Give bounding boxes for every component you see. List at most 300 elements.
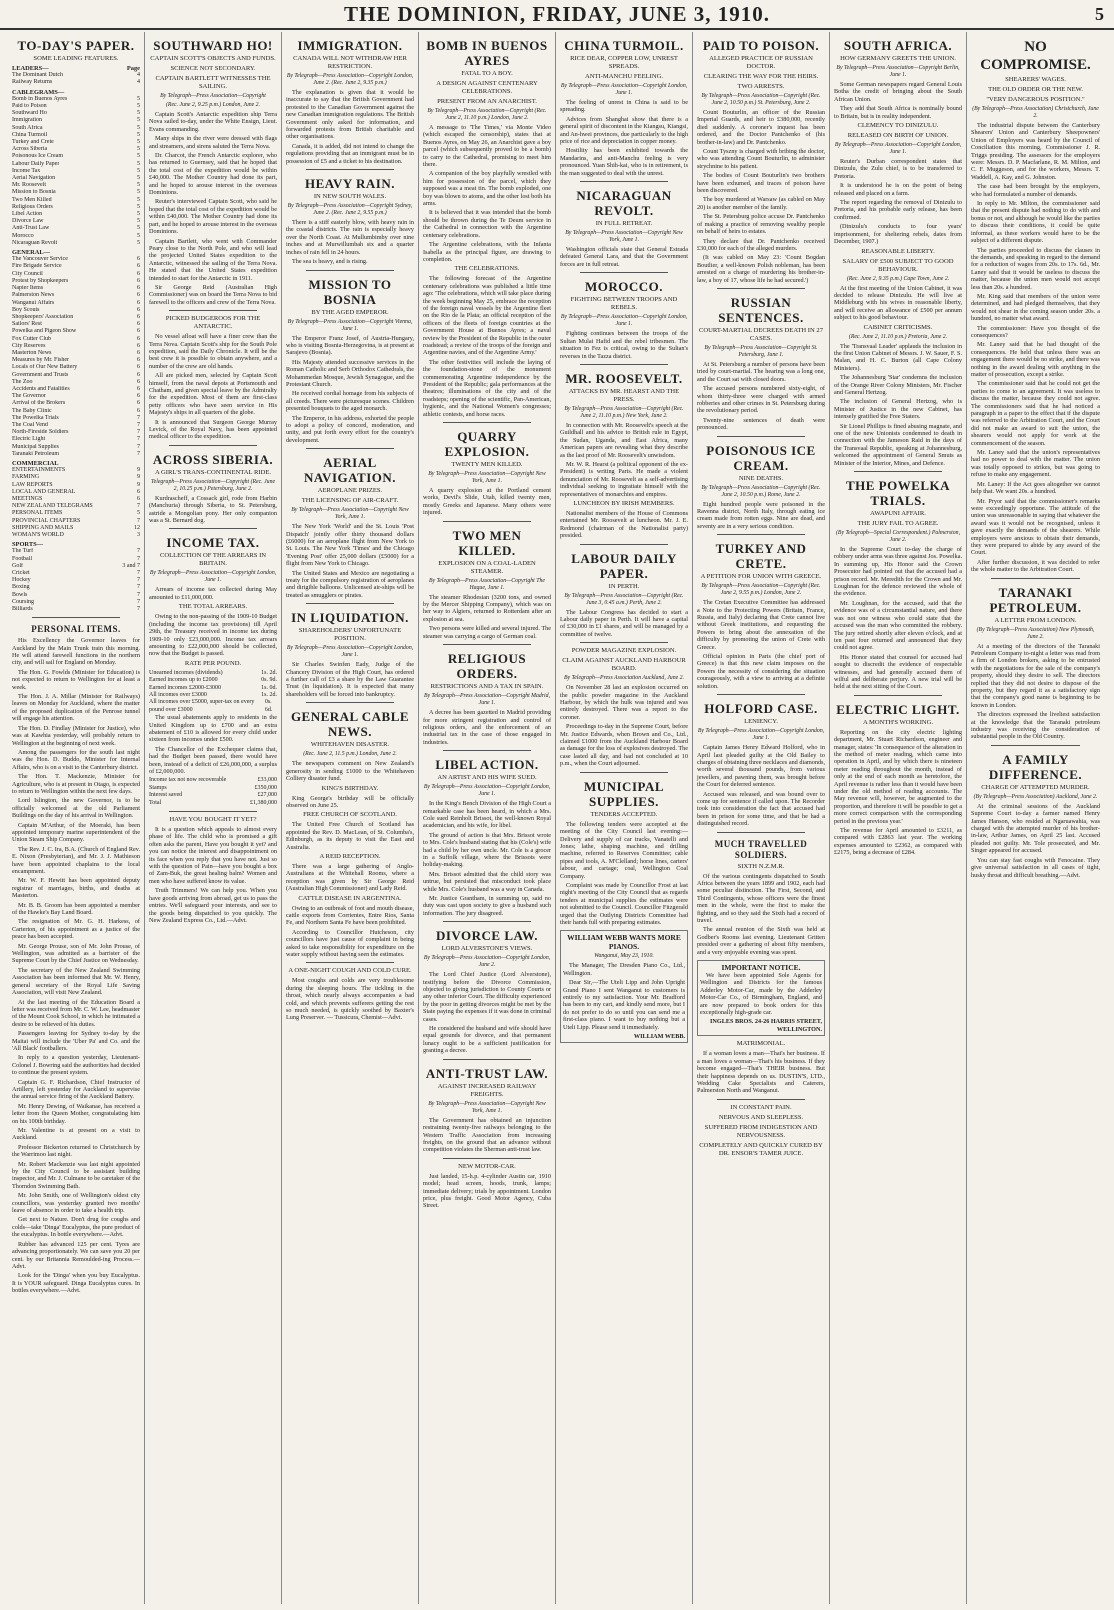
personal-item: Professor Bickerton returned to Christchurch by the Warrimoo last night. — [12, 1143, 140, 1159]
divider — [169, 528, 257, 529]
contents-item-page: 5 — [137, 510, 140, 517]
paragraph: There is a stiff easterly blow, with heavy rain in the coastal districts. The rain is especially heavy over the North Coast. At Mullumbimby over nine inches and at Murwillumbah six and a quarter inches of rain fell in 24 hours. — [286, 219, 414, 256]
paragraph: The ground of action is that Mrs. Brissot wrote to Mrs. Cole's husband stating that his (Cole's) wife had a child by her own uncle. Mr. Cole is a grocer in a Suffolk village, where the Brissots were holiday-making. — [423, 831, 551, 869]
article-heading: PAID TO POISON. — [702, 38, 820, 53]
article-subhead: CATTLE DISEASE IN ARGENTINA. — [298, 894, 402, 902]
column-1 — [8, 32, 145, 1604]
article-heading: MISSION TO BOSNIA — [308, 276, 392, 307]
contents-item — [12, 408, 140, 415]
contents-item-page: 6 — [137, 277, 140, 284]
paragraph: Truth Trimmers! We can help you. When you have goods arriving from abroad, get us to pass the entries. We'll safeguard your interests, and see to the goods being dispatched to you quickly. The New Zealand Express Co., Ltd.—Advt. — [149, 887, 277, 924]
paragraph: The Lord Chief Justice (Lord Alverstone), testifying before the Divorce Commission, objected to giving jurisdiction to County Courts or any other inferior Court. The difficulty experienced by the poor in getting divorces might be met by the State paying the expenses if it was done in criminal cases. — [423, 971, 551, 1023]
contents-item-label: Wanganui Affairs — [12, 299, 55, 306]
personal-item: The secretary of the New Zealand Swimming Association has been informed that Mr. W. Henry, general secretary of the Royal Life Saving Association, will visit New Zealand. — [12, 966, 140, 997]
advert-heading: WILLIAM WEBB WANTS MORE PIANOS. — [567, 933, 681, 952]
divider — [306, 603, 394, 604]
divider — [169, 445, 257, 446]
contents-item-label: LOCAL AND GENERAL — [12, 488, 76, 495]
article-subhead: A ONE-NIGHT COUGH AND COLD CURE. — [288, 967, 412, 975]
contents-item-page: 9 — [137, 474, 140, 481]
row-label: All incomes over £3000 — [149, 691, 207, 698]
section-label: CABLEGRAMS— — [12, 88, 65, 96]
dateline: By Telegraph—Press Association—Copyright London, June 1. — [149, 570, 277, 584]
paragraph: Owing to an outbreak of foot and mouth disease, cattle exports from Corrientes, Entre Rios, Santa Fe, and Northern Santa Fe have been prohibited. — [286, 904, 414, 927]
personal-item: Captain M'Arthur, of the Moeraki, has been appointed temporary marine superintendent of the Union Steam Ship Company. — [12, 821, 140, 844]
contents-item — [12, 525, 140, 532]
contents-item — [12, 292, 140, 299]
paragraph: He received cordial homage from his subjects of all creeds. There were picturesque scenes. Children presented bouquets to the aged monarch. — [286, 390, 414, 413]
paragraph: At a meeting of the directors of the Taranaki Petroleum Company to-night a letter was read from a firm of London brokers, asking to be entrusted with the negotiations for the sale of the company's property, should they desire to sell. The directors replied that they did not desire to dispose of the property, but they regard it as a satisfactory sign that the company's good name is beginning to be known in London. — [971, 642, 1100, 709]
divider — [169, 811, 257, 812]
contents-item — [12, 278, 140, 285]
contents-item-page: 7 — [137, 429, 140, 436]
article-subhead: EXPLOSION ON A COAL-LADEN STEAMER. — [438, 559, 536, 575]
paragraph: Arrears of income tax collected during May amounted to £11,000,000. — [149, 586, 277, 601]
article-subhead: IN FULL RETREAT. — [595, 220, 653, 228]
article-heading: TURKEY AND CRETE. — [715, 541, 807, 572]
contents-item-label: Immigration — [12, 117, 42, 124]
personal-item: Mr. Henry Dewing, of Waikanae, has received a letter from the Queen Mother, congratulating him on his 100th birthday. — [12, 1102, 140, 1125]
contents-item — [12, 350, 140, 357]
advert-place: Wanganui, May 23, 1910. — [594, 953, 654, 960]
personal-item: The Hon. T. Mackenzie, Minister for Agriculture, who is at present in Otago, is expected to return to Wellington within the next few days. — [12, 773, 140, 795]
contents-item — [12, 577, 140, 584]
article-heading: INCOME TAX. — [166, 535, 260, 551]
contents-item — [12, 336, 140, 343]
dateline: By Telegraph—Press Association Auckland, June 2. — [564, 675, 684, 682]
paragraph: Reporting on the city electric lighting department, Mr. Stuart Richardson, engineer and manager, states: 'In consequence of the alteration in the method of meter reading, which came into operation in April, and by which there is nineteen meter reading throughout the month, instead of only at the end of each month as heretofore, the April revenue is rather less than it would have been under the old method of reading accounts. The May revenue will, however, be augmented to the proportion, and therefore it will be possible to get a more correct comparison with the corresponding period in the previous year.' — [834, 728, 962, 825]
contents-item-page: 6 — [137, 270, 140, 277]
contents-item-label: Fire Brigade Service — [12, 263, 62, 270]
paragraph: The annual reunion of the Sixth was held at Godber's Rooms last evening. Lieutenant Gritten presided over a gathering of about fifty members, and a very enjoyable evening was spent. — [697, 926, 825, 956]
row-label: Stamps — [149, 784, 167, 791]
contents-item — [12, 436, 140, 443]
article-subhead: SIXTH N.Z.M.R. — [737, 862, 785, 870]
sum-row — [149, 800, 277, 807]
contents-item-label: MEETINGS — [12, 495, 43, 502]
contents-item-page: 7 — [137, 548, 140, 555]
contents-item — [12, 429, 140, 436]
contents-item-label: Labour Daily Paper — [12, 160, 60, 167]
paragraph: Dr. Charcot, the French Antarctic explorer, who has returned to Guernsey, said that he hoped that the total cost of the expedition would be within £40,000. The Mother Country had done its part, and he hoped to arouse interest in the overseas Dominions. — [149, 152, 277, 197]
divider — [443, 644, 531, 645]
dateline: By Telegraph—Press Association—Copyright New York, June 1. — [565, 230, 683, 244]
contents-item — [12, 79, 140, 86]
contents-item — [12, 132, 140, 139]
article-heading: HOLFORD CASE. — [704, 701, 818, 717]
contents-item-page: 3 and 7 — [122, 562, 140, 569]
paragraph: Washington officials state that General Estrada defeated General Lara, and that the Government forces are in full retreat. — [560, 246, 688, 268]
paragraph: Kurdrascheff, a Cossack girl, rode from Harbin (Manchuria) through Siberia, to St. Petersburg, astride a Mongolian pony. Her only companion was a St. Bernard dog. — [149, 494, 277, 525]
article-subhead: TENDERS ACCEPTED. — [590, 810, 658, 818]
contents-item-page: 5 — [137, 160, 140, 167]
paragraph: Complaint was made by Councillor Frost at last night's meeting of the City Council that as regards tenders at municipal supplies the estimates were not submitted to the Council. Councillor Fitzgerald urged that the Outlying Districts Committee had their hands full with preparing estimates. — [560, 881, 688, 926]
paragraph: A quarry explosion at the Portland cement works, Devil's Slide, Utah, killed twenty men, mostly Greeks and Japanese. Many others were injured. — [423, 487, 551, 517]
contents-item-label: The Governor — [12, 393, 46, 400]
contents-item — [12, 117, 140, 124]
contents-item-page: 6 — [137, 393, 140, 400]
paragraph: Mr. Laney said that the union's representatives had no power to deal with the matter. The union was totally opposed to strikes, but was going to refuse to make any engagement. — [971, 449, 1100, 479]
article-subhead: SHEARERS' WAGES. — [1005, 76, 1066, 83]
dateline: By Telegraph—Press Association—Copyright London, June 1. — [697, 728, 825, 742]
dateline: By Telegraph—Press Association—Copyright (Rec. June 2, 11.10 p.m.) London, June 2. — [427, 108, 547, 121]
contents-item-label: Nicaraguan Revolt — [12, 239, 58, 246]
dateline: By Telegraph—Press Association—Copyright (Rec. June 2, 10.50 p.m.) Rome, June 2. — [701, 484, 821, 498]
article-subhead: "VERY DANGEROUS POSITION." — [986, 96, 1085, 103]
article-heading: SOUTH AFRICA. — [843, 38, 953, 53]
contents-item-page: 6 — [137, 349, 140, 356]
personal-item: Mr. Robert Mackenzie was last night appointed by the City Council to be assistant building inspector, and Mr. J. Culmane to be caretaker of the Thorndon Swimming Bath. — [12, 1160, 140, 1190]
contents-item-page: 5 — [137, 196, 140, 203]
paragraph: In the Supreme Court to-day the charge of robbery under arms was three against Jos. Powelka. In summing up, His Honor said the Crown Prosecutor had pointed out that the accused had a prison record. Mr. Meredith for the Crown and Mr. Loughnan for the defence reviewed the whole of the evidence. — [834, 546, 963, 598]
divider — [854, 695, 942, 696]
personal-item: Look for the 'Dinga' when you buy Eucalyptus. It is YOUR safeguard. Dinga Eucalyptus cures. In bottles everywhere.—Advt. — [12, 1272, 140, 1295]
personal-item: The Hon. J. A. Millar (Minister for Railways) leaves on Monday for Auckland, where the matter of the proposed duplication of the Penrose tunnel will engage his attention. — [12, 693, 140, 723]
dateline: By Telegraph—Press Association—Copyright New York, June 1. — [428, 1100, 546, 1114]
contents-item-page: 7 — [137, 414, 140, 421]
article-subhead: KING'S BIRTHDAY. — [321, 784, 379, 792]
paragraph: The case had been brought by the employers, who had formulated a number of demands. — [971, 183, 1100, 198]
contents-item — [12, 271, 140, 278]
contents-item-page: 5 — [137, 189, 140, 196]
contents-item-label: Government and Trusts — [12, 371, 69, 378]
divider — [306, 962, 394, 963]
contents-item-page: 5 — [137, 95, 140, 102]
contents-item-label: Cricket — [12, 570, 30, 577]
dateline: Telegraph—Press Association—Copyright (Rec. June 2, 10.25 p.m.) Petersburg, June 2. — [150, 478, 276, 492]
paragraph: Sir Charles Swinfen Eady, Judge of the Chancery Division of the High Court, has ordered a further call of £3 a share by the Law Guarantee Trust (in liquidation). It is expected that many shareholders will be forced into bankruptcy. — [286, 661, 414, 698]
contents-item-label: Aerial Navigation — [12, 175, 56, 182]
row-label: Earned incomes £2000-£3000 — [149, 684, 221, 691]
column-5 — [556, 32, 693, 1604]
divider — [443, 1158, 531, 1159]
dateline: By Telegraph—Press Association—Copyright London, June 1. — [560, 314, 688, 328]
contents-item-page: 5 — [137, 239, 140, 246]
article-heading: GENERAL CABLE NEWS. — [290, 709, 410, 740]
masthead — [0, 0, 1114, 30]
personal-item: Mr. Valentine is at present on a visit to Auckland. — [12, 1127, 140, 1142]
contents-item-page: 6 — [137, 285, 140, 292]
contents-item-page: 6 — [137, 407, 140, 414]
contents-item-page: 7 — [137, 517, 140, 524]
contents-item-page: 5 — [137, 153, 140, 160]
sum-row — [149, 785, 277, 792]
contents-item-page: 4 — [137, 79, 140, 86]
contents-item-page: 6 — [137, 364, 140, 371]
paragraph: Fighting continues between the troops of the Sultan Mulai Hafid and the rebel tribesmen. The situation in Fez is critical, owing to the Sultan's reverses in the Tazza district. — [560, 330, 688, 360]
dateline: (By Telegraph—Special Correspondent.) Palmerston, June 2. — [835, 530, 961, 544]
article-subhead: CLAIM AGAINST AUCKLAND HARBOUR BOARD. — [562, 657, 686, 673]
contents-item-label: Sailors' Rest — [12, 321, 42, 328]
article-subhead: SCIENCE NOT SECONDARY. — [170, 65, 256, 72]
contents-item — [12, 182, 140, 189]
contents-item — [12, 503, 140, 510]
paragraph: The Emperor Franz Josef, of Austria-Hungary, who is visiting Bosnia-Herzegovina, is at present at Sarajevo (Bosnia). — [286, 334, 414, 357]
column-3 — [282, 32, 419, 1604]
article-subhead: SHAREHOLDERS' UNFORTUNATE POSITION. — [298, 627, 402, 643]
notice-heading: IMPORTANT NOTICE. — [721, 963, 801, 973]
personal-item: The Hon. D. Findlay (Minister for Justice), who was at Kawhia yesterday, will probably return to Wellington at the beginning of next week. — [12, 724, 140, 747]
paragraph: The directors expressed the liveliest satisfaction at the knowledge that the Taranaki petroleum industry was receiving the consideration of substantial people in the Old Country. — [971, 711, 1100, 741]
article-heading: IN LIQUIDATION. — [291, 610, 409, 626]
paragraph: They declare that Dr. Pantchenko received £30,000 for each of the alleged murders. — [697, 237, 825, 252]
contents-item-label: FARMING — [12, 474, 40, 481]
article-subhead: COLLECTION OF THE ARREARS IN BRITAIN. — [159, 552, 267, 568]
paragraph: The parties proceeded to discuss the clauses in the demands, and speaking in regard to the demand for a reduction of wages from 20s. to 17s. 6d., Mr. Laney said that it would be useless to discuss the matter, because the union men would not accept less than 20s. a hundred. — [971, 246, 1100, 291]
article-heading: LIBEL ACTION. — [435, 757, 539, 773]
contents-item-label: Income Tax — [12, 167, 41, 174]
row-label: Interest saved — [149, 792, 183, 799]
dateline: By Telegraph—Press Association—Copyright (Rec. June 2, 11.10 p.m.) New York, June 2. — [564, 405, 684, 419]
article-subhead: THE CELEBRATIONS. — [454, 265, 520, 273]
paragraph: Reuter's interviewed Captain Scott, who said he hoped that the total cost of the expedition would be within £40,000. The Mother Country had done its part, and he hoped to arouse interest in the overseas Dominions. — [149, 198, 277, 236]
contents-item-label: The Zoo — [12, 378, 33, 385]
divider — [991, 745, 1080, 746]
paragraph: After further discussion, it was decided to refer the whole matter to the Arbitration Court. — [971, 558, 1100, 574]
contents-item-label: Hockey — [12, 577, 31, 584]
contents-item-page: 5 — [137, 146, 140, 153]
article-subhead: AN ARTIST AND HIS WIFE SUED. — [437, 774, 537, 782]
contents-item-label: PERSONAL ITEMS — [12, 510, 63, 517]
article-subhead: ALLEGED PRACTICE OF RUSSIAN DOCTOR. — [709, 55, 813, 70]
article-subhead: ANTI-MANCHU FEELING. — [584, 73, 664, 80]
contents-item — [12, 400, 140, 407]
row-value: 1s. 0d. — [261, 684, 277, 691]
paragraph: The commissioner: Have you thought of the consequences? — [971, 324, 1100, 339]
row-value: £27,000 — [257, 792, 277, 799]
contents-item-page: 5 — [137, 218, 140, 225]
contents-item — [12, 467, 140, 474]
article-heading: MOROCCO. — [584, 279, 664, 295]
contents-item-page: 5 — [137, 211, 140, 218]
column-8 — [967, 32, 1104, 1604]
personal-item: The resignation of Mr. G. H. Harkess, of Carterton, of his appointment as a justice of the peace has been accepted. — [12, 918, 140, 941]
divider — [580, 272, 668, 273]
contents-item-label: Powelka and Pigeon Show — [12, 328, 77, 335]
article-subhead: FATAL TO A BOY. — [461, 70, 513, 77]
article-subhead: LUNCHEON BY IRISH MEMBERS. — [573, 499, 675, 507]
contents-item-label: Masterton News — [12, 349, 52, 356]
contents-item — [12, 256, 140, 263]
contents-item-page: 6 — [137, 263, 140, 270]
row-label: Earned incomes up to £2000 — [149, 677, 218, 684]
paragraph: The industrial dispute between the Canterbury Shearers' Union and Canterbury Sheepowners' Union of Employers was heard by the Council of Conciliation this morning, Commissioner J. R. Triggs presiding. The assessors for the employers were: Messrs. D. P. Macfarlane, R. M. Milton, and C. F. Muggeson, and for the workers, Messrs. T. Waddell, A. Kay, and G. Johnston. — [971, 122, 1100, 181]
contents-item — [12, 233, 140, 240]
contents-item-page: 5 — [137, 139, 140, 146]
paragraph: The inclusion of General Hertzog, who is Minister of Justice in the new Cabinet, has intensely gratified the Free Staters. — [834, 398, 962, 421]
divider — [580, 364, 668, 365]
tax-table — [149, 670, 277, 714]
article-subhead: CAPTAIN BARTLETT WITNESSES THE SAILING. — [155, 75, 271, 90]
section-label: SPORTS— — [12, 541, 44, 549]
contents-item-label: Libel Action — [12, 211, 43, 218]
paragraph: In connection with Mr. Roosevelt's speech at the Guildhall and his advice to British rule in Egypt, the Sudan, Uganda, and East Africa, many American papers are revealing what they describe as the last proof of Mr. Roosevelt's unwisdom. — [560, 421, 688, 459]
dateline: By Telegraph—Press Association—Copyright London, June 2. (Rec. June 2, 9.35 p.m.) — [286, 73, 414, 86]
divider — [306, 448, 394, 449]
dateline: By Telegraph—Press Association—Copyright London, June 1. — [286, 645, 414, 659]
paragraph: Many ships in the river were dressed with flags and streamers, and sirens saluted the Terra Nova. — [149, 135, 277, 150]
contents-item — [12, 393, 140, 400]
contents-item-label: Locals of Our New Battery — [12, 364, 78, 371]
paragraph: Nationalist members of the House of Commons entertained Mr. Roosevelt at luncheon. Mr. J. E. Redmond (chairman of the Nationalist party) presided. — [560, 509, 688, 540]
article-subhead: AWAPUNI AFFAIR. — [870, 510, 926, 518]
divider — [443, 750, 531, 751]
contents-item — [12, 168, 140, 175]
article-subhead: RESTRICTIONS AND A TAX IN SPAIN. — [430, 683, 544, 691]
contents-item-label: Mr. Roosevelt — [12, 182, 46, 189]
tax-rate-row — [149, 699, 277, 714]
contents-item — [12, 139, 140, 146]
contents-item-label: Bomb in Buenos Ayres — [12, 95, 68, 102]
divider — [306, 169, 394, 170]
personal-item: Mr. John Smith, one of Wellington's oldest city councillors, was yesterday granted two months' leave of absence in order to take a health trip. — [12, 1192, 140, 1215]
paragraph: The Johannesburg 'Star' condemns the inclusion of the Orange River Colony Ministers, Mr. Fischer and General Hertzog. — [834, 374, 962, 396]
paragraph: The United States and Mexico are negotiating a treaty for the compulsory registration of aeroplanes and dirigible balloons. Unlicensed air-ships will be treated as smugglers or pirates. — [286, 569, 414, 599]
paragraph: King George's birthday will be officially observed on June 25. — [286, 794, 414, 809]
article-heading: MUCH TRAVELLED SOLDIERS. — [714, 838, 808, 860]
paragraph: The boy murdered at Warsaw (as cabled on May 20) is another member of the family. — [697, 196, 825, 211]
paragraph: Two persons were killed and several injured. The steamer was carrying a cargo of German coal. — [423, 625, 551, 640]
contents-item-label: Taranaki Petroleum — [12, 450, 60, 457]
contents-item-label: The Baby Clinic — [12, 407, 52, 414]
contents-item-label: The Vancouver Service — [12, 256, 68, 263]
contents-item — [12, 328, 140, 335]
article-subhead: CAPTAIN SCOTT'S OBJECTS AND FUNDS. — [150, 55, 276, 62]
paragraph: At the first meeting of the Union Cabinet, it was decided to release Dinizulu. He will live at Middleburg with his wives in reasonable liberty, and will receive an allowance of £500 per annum subject to his good behaviour. — [834, 284, 962, 322]
contents-item — [12, 444, 140, 451]
article-subhead: COMPLETELY AND QUICKLY CURED BY DR. ENSOR'S TAMER JUICE. — [699, 1141, 823, 1157]
contents-item — [12, 496, 140, 503]
contents-item — [12, 96, 140, 103]
article-heading: TWO MEN KILLED. — [452, 527, 522, 558]
personal-item: Get next to Nature. Don't drug for coughs and colds—take 'Dinga' Eucalyptus, the pure product of the eucalyptus. In bottle everywhere.—Advt. — [12, 1216, 140, 1239]
article-subhead: POWDER MAGAZINE EXPLOSION. — [571, 647, 677, 655]
contents-item — [12, 584, 140, 591]
contents-item-label: Boxing — [12, 584, 30, 591]
contents-item-page: 9 — [137, 467, 140, 474]
contents-item-label: Boy Scouts — [12, 306, 40, 313]
article-subhead: IN NEW SOUTH WALES. — [313, 193, 387, 201]
section-label: COMMERCIAL — [12, 459, 59, 467]
dateline: (Rec. June 2, 9.25 p.m.) London, June 2. — [165, 102, 260, 108]
contents-item-label: Poisonous Ice Cream — [12, 153, 63, 160]
contents-item-label: Electric Light — [12, 436, 46, 443]
paragraph: All are picked men, selected by Captain Scott himself, from the naval depots at Portsmouth and Chatham, and given special leave by the Admiralty for the expedition. Most of them are first-class petty officers who have seen service in His Majesty's ships in all quarters of the globe. — [149, 372, 277, 417]
article-subhead: BY THE AGED EMPEROR. — [311, 308, 389, 316]
paragraph: Mr. Laney said that he had thought of the consequences. He held that unless there was an engagement there would be no strike, and there was nothing in the award dealing with anything in the matter of prosecution, except a strike. — [971, 341, 1100, 378]
paragraph: The newspapers comment on New Zealand's generosity in sending £1000 to the Whitehaven Colliery disaster fund. — [286, 760, 414, 783]
contents-item-page: 6 — [137, 321, 140, 328]
dateline: By Telegraph—Press Association—Copyright (Rec. June 3, 0.45 a.m.) Perth, June 2. — [564, 592, 684, 606]
contents-item-label: ENTERTAINMENTS — [12, 467, 66, 474]
section-page: Page — [126, 65, 140, 72]
contents-item-page: 5 — [137, 110, 140, 117]
article-subhead: A PETITION FOR UNION WITH GREECE. — [700, 573, 822, 581]
paragraph: The steamer Rhodesian (3200 tons, and owned by the Mercer Shipping Company), which was on her way to Algiers, returned to Rotterdam after an explosion at sea. — [423, 593, 551, 623]
contents-item-label: Golf — [12, 562, 23, 569]
contents-item-page: 6 — [137, 256, 140, 263]
contents-item — [12, 415, 140, 422]
dateline: (By Telegraph—Press Association) New Plymouth, June 2. — [976, 626, 1095, 640]
contents-item — [12, 211, 140, 218]
contents-item-page: 6 — [137, 378, 140, 385]
contents-item — [12, 110, 140, 117]
dateline: By Telegraph—Press Association—Copyright Vienna, June 1. — [287, 318, 413, 332]
paragraph: Proceedings to-day in the Supreme Court, before Mr. Justice Edwards, when Brown and Co., Ltd., claimed £1000 from the Auckland Harbour Board as damage for the loss of explosives destroyed. The case lasted all day, and had not concluded at 10 p.m., when the Court adjourned. — [560, 723, 688, 768]
contents-item-page: 6 — [137, 385, 140, 392]
contents-item — [12, 204, 140, 211]
paragraph: The Emperor, in his address, exhorted the people to adopt a policy of concord, moderation, and unity, and put forth every effort for the country's development. — [286, 414, 414, 444]
contents-item-page: 5 — [137, 203, 140, 210]
contents-item-label: Bowls — [12, 591, 28, 598]
article-heading: QUARRY EXPLOSION. — [444, 429, 530, 460]
divider — [580, 544, 668, 545]
divider — [717, 436, 805, 437]
contents-item-page: 9 — [137, 481, 140, 488]
contents-item-label: Paid to Poison — [12, 103, 47, 110]
paragraph: According to Councillor Hutcheson, city councillors have just cause of complaint in being asked to take responsibility for expenditure on the water supply without having seen the estimates. — [286, 928, 414, 958]
paragraph: The St. Petersburg police accuse Dr. Pantchenko of making a practice of removing wealthy people on behalf of heirs to estates. — [697, 213, 825, 236]
contents-item-page: 6 — [137, 299, 140, 306]
article-heading: RUSSIAN SENTENCES. — [718, 294, 804, 325]
contents-item — [12, 240, 140, 247]
divider — [32, 617, 120, 618]
contents-item-label: Railway Returns — [12, 79, 53, 86]
contents-item — [12, 556, 140, 563]
article-heading: THE POWELKA TRIALS. — [845, 478, 951, 509]
contents-item-label: South Africa — [12, 124, 43, 131]
paragraph: The Argentine celebrations, with the Infanta Isabella as the principal figure, are drawing to completion. — [423, 241, 551, 263]
contents-item-page: 6 — [137, 328, 140, 335]
article-subhead: THE OLD ORDER OR THE NEW. — [988, 86, 1083, 93]
paragraph: It is understood he is on the point of being released and placed on a farm. — [834, 182, 962, 197]
article-subhead: CANADA WILL NOT WITHDRAW HER RESTRICTION. — [293, 55, 407, 70]
contents-item-page: 6 — [137, 335, 140, 342]
contents-item — [12, 510, 140, 517]
contents-item — [12, 364, 140, 371]
paragraph: A message to 'The Times,' via Monte Video (which escaped the censorship), states that at Buenos Ayres, on May 26, an Anarchist gave a boy parcel (which subsequently proved to be a bomb) to carry to the Cathedral, promising to meet him there. — [423, 124, 551, 169]
article-subhead: IN CONSTANT PAIN. — [730, 1103, 792, 1111]
contents-item-page: 7 — [137, 503, 140, 510]
contents-section-title — [12, 65, 140, 72]
contents-item-label: Football — [12, 555, 33, 562]
paragraph: You can stay fast coughs with Fenocaine. They give universal satisfaction in all cases of tight, husky throat and difficult breathing.—Advt. — [971, 856, 1100, 879]
paragraph: The bodies of Count Bouturlin's two brothers have been exhumed, and traces of poison have been discovered. — [697, 172, 825, 195]
advert-signature: WILLIAM WEBB. — [633, 1033, 685, 1041]
contents-item-label: Fox Cutter Club — [12, 335, 52, 342]
column-2 — [145, 32, 282, 1604]
contents-item-label: The Dominant Dutch — [12, 72, 63, 79]
article-heading: CHINA TURMOIL. — [564, 38, 684, 53]
contents-section-title — [12, 89, 140, 96]
motor-car-notice — [697, 960, 825, 1036]
advert-body: Dear Sir,—The Uteli Lipp and John Upright Grand Piano I sent Wanganui to customers is entirely to my satisfaction. Your Mr. Bradford has been to my cart, and kindly send more, but I do not prefer to do so until you can send me a first-class piano. I want to buy nothing but a Uteli Lipp. Please send it immediately. — [563, 979, 685, 1031]
divider — [580, 642, 668, 643]
sum-table — [149, 777, 277, 807]
contents-item — [12, 263, 140, 270]
article-subhead: CABINET CRITICISMS. — [863, 323, 933, 331]
contents-item-label: City Council — [12, 270, 43, 277]
personal-item: His Excellency the Governor leaves for Auckland by the Main Trunk train this morning. He will attend farewell functions in the northern city, and will sail for England on Monday. — [12, 637, 140, 667]
article-heading: TARANAKI PETROLEUM. — [989, 584, 1082, 615]
article-heading: HEAVY RAIN. — [304, 176, 395, 192]
paragraph: Sir Lionel Phillips is fined abusing magnate, and one of the new Unionists condemned to death in connection with the Jameson Raid in the days of the Transvaal Republic, speaking at Johannesburg, welcomed the appointment of General Smuts as Minister of the Interior, Mines, and Defence. — [834, 422, 962, 467]
paragraph: The Government has obtained an injunction restraining twenty-five railways belonging to the Western Traffic Association from increasing freights, on the ground that an advance without competition violates the Sherman anti-trust law. — [423, 1116, 551, 1154]
personal-item: Mr. B. B. Groom has been appointed a member of the Hawke's Bay Land Board. — [12, 901, 140, 917]
contents-item — [12, 451, 140, 458]
row-value: 0s. 9d. — [261, 677, 277, 684]
contents-item — [12, 422, 140, 429]
